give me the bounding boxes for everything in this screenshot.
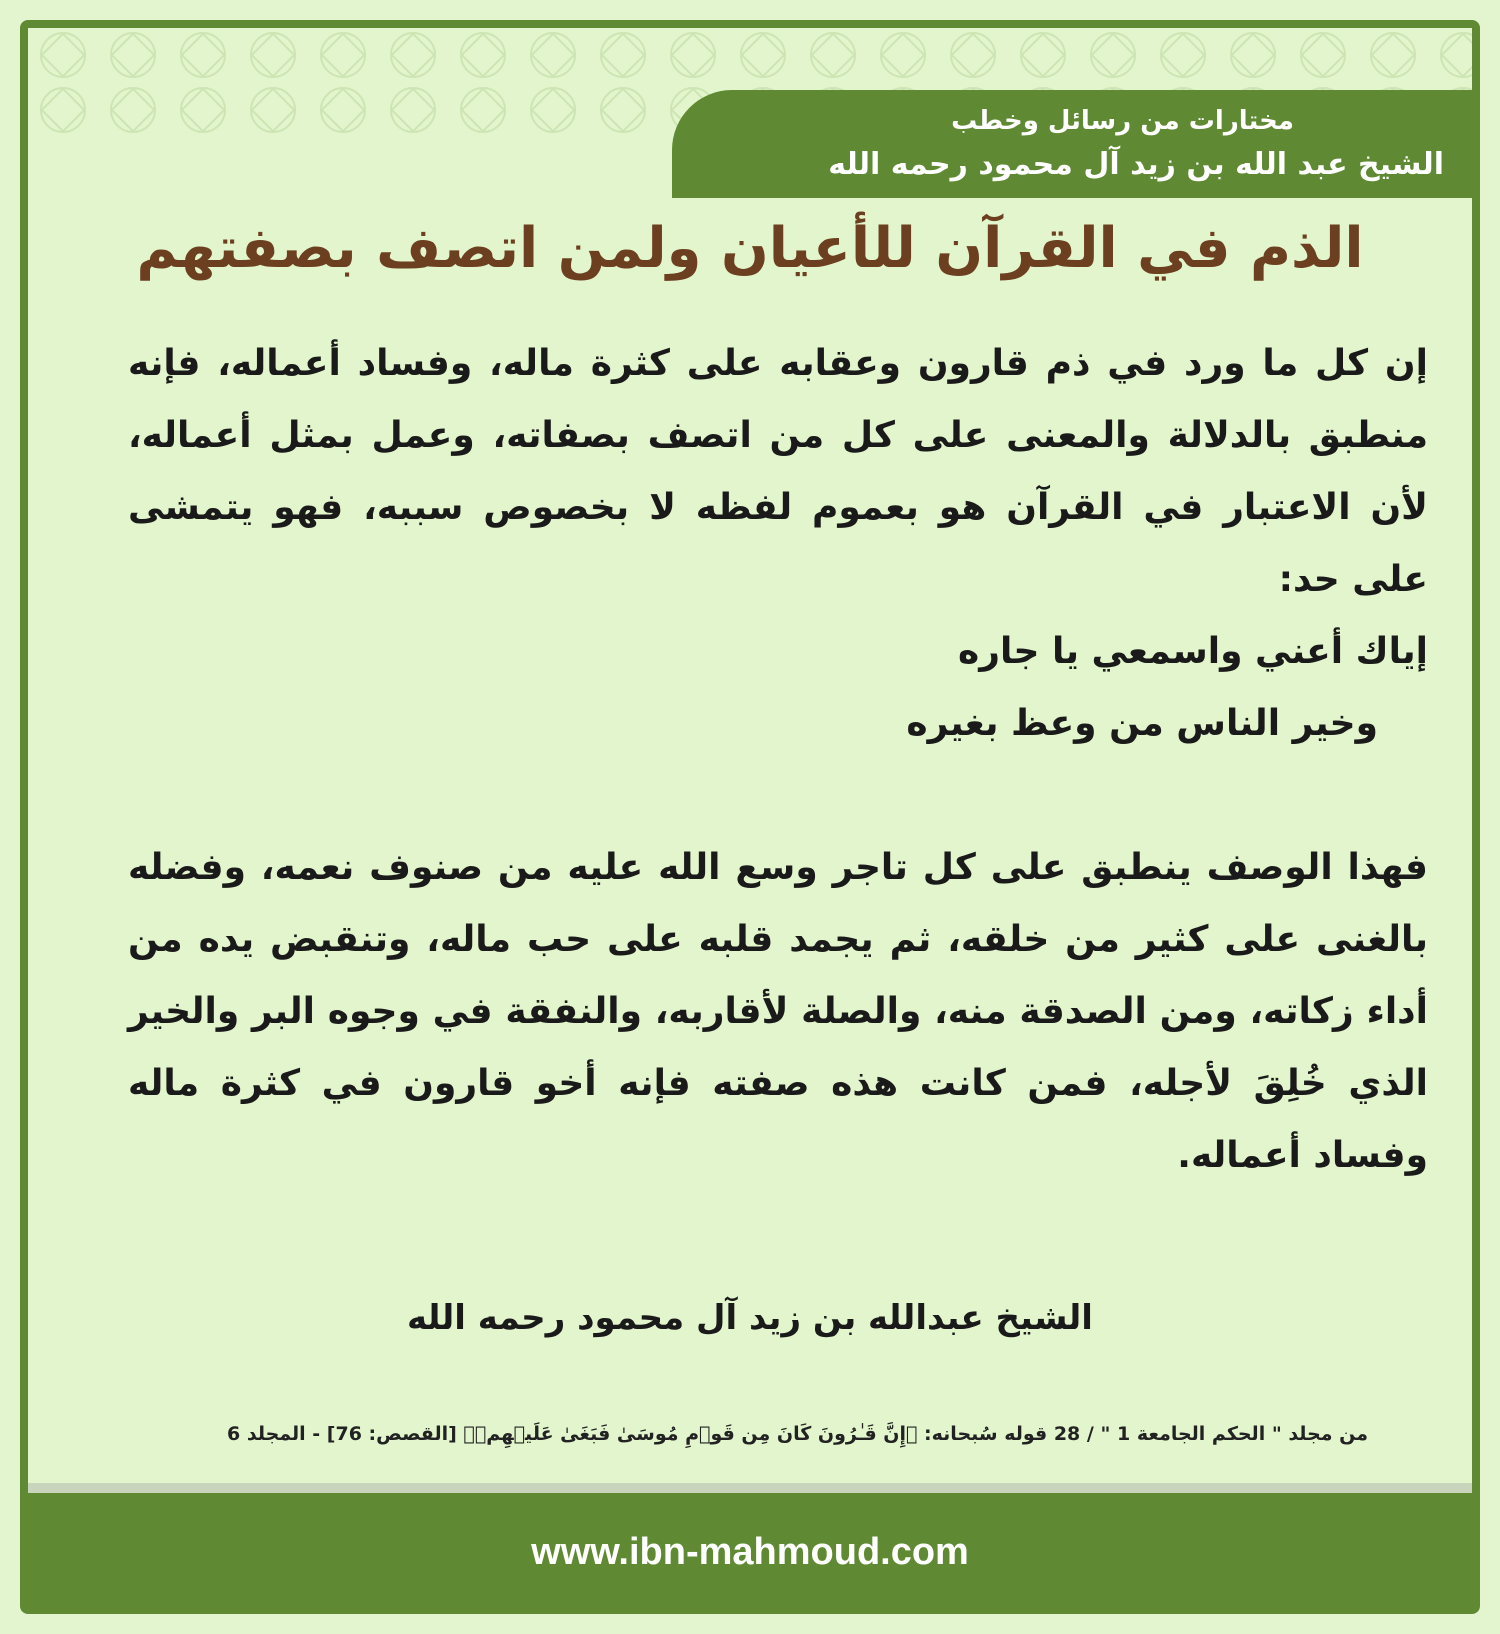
header-collection-title: مختارات من رسائل وخطب (951, 106, 1294, 136)
website-link[interactable]: www.ibn-mahmoud.com (531, 1531, 969, 1573)
paragraph-2: فهذا الوصف ينطبق على كل تاجر وسع الله عليه من صنوف نعمه، وفضله بالغنى على كثير من خلقه، ثم يجمد قلبه على حب ماله، وتنقبض يده من أداء زكاته، ومن الصدقة منه، والصلة لأقاربه، والنفقة في وجوه البر والخير الذي خُلِقَ لأجله، فمن كانت هذه صفته فإنه أخو قارون في كثرة ماله وفساد أعماله. (128, 847, 1428, 1176)
header-author-name: الشيخ عبد الله بن زيد آل محمود رحمه الله (828, 147, 1444, 182)
signature: الشيخ عبدالله بن زيد آل محمود رحمه الله (407, 1298, 1093, 1338)
article-title: الذم في القرآن للأعيان ولمن اتصف بصفتهم (136, 216, 1364, 281)
divider (28, 1483, 1472, 1493)
verse-line-1: إياك أعني واسمعي يا جاره (957, 631, 1428, 672)
paragraph-1: إن كل ما ورد في ذم قارون وعقابه على كثرة ماله، وفساد أعماله، فإنه منطبق بالدلالة والمعنى على كل من اتصف بصفاته، وعمل بمثل أعماله، لأن الاعتبار في القرآن هو بعموم لفظه لا بخصوص سببه، فهو يتمشى على حد: (128, 343, 1428, 600)
spacer (128, 760, 1428, 832)
verse-line-2: وخير الناس من وعظ بغيره (906, 703, 1378, 744)
source-citation: من مجلد " الحكم الجامعة 1 " / 28 قوله سُبحانه: ﴿إِنَّ قَـٰرُونَ كَانَ مِن قَوۡمِ مُوسَىٰ فَبَغَىٰ عَلَيۡهِمۡ﴾ [القصص: 76] - المجلد 6 (227, 1423, 1368, 1445)
footer-band (28, 1493, 1472, 1614)
header-band (672, 90, 1472, 198)
page-frame (20, 20, 1480, 1614)
article-body (128, 328, 1428, 1192)
